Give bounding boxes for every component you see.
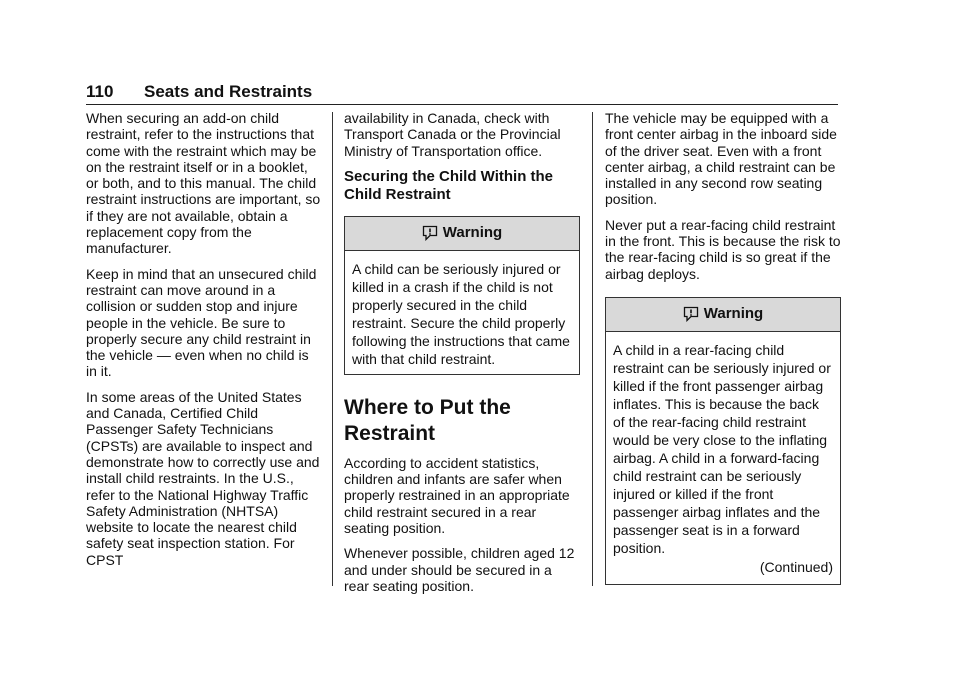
warning-text: A child in a rear-facing child restraint can be seriously injured or killed if the front passenger airbag inflates. This is because the back of the rear-facing child restraint would be very close to the inflating airbag. A child in a forward-facing child restraint can be seriously injured or killed if the front passenger airbag inflates and the passenger seat is in a forward position. [613, 341, 831, 556]
paragraph: The vehicle may be equipped with a front center airbag in the inboard side of the driver seat. Even with a front center airbag, a child restraint can be installed in any second row seating position. [605, 110, 837, 208]
paragraph: Whenever possible, children aged 12 and under should be secured in a rear seating position. [344, 545, 575, 594]
column-3 [605, 110, 841, 595]
warning-box [344, 216, 580, 375]
warning-text: A child can be seriously injured or killed in a crash if the child is not properly secured in the child restraint. Secure the child properly following the instructions that came with that child restraint. [352, 260, 570, 367]
continued-label: (Continued) [759, 558, 833, 575]
page-header [86, 82, 838, 105]
paragraph: According to accident statistics, children and infants are safer when properly restrained in an appropriate child restraint secured in a rear seating position. [344, 454, 570, 537]
page-number: 110 [86, 82, 114, 101]
warning-box [605, 297, 841, 585]
section-heading: Where to Put the Restraint [344, 395, 511, 445]
paragraph: Never put a rear-facing child restraint in the front. This is because the risk to the rear-facing child is so great if the airbag deploys. [605, 216, 841, 282]
column-divider-2 [592, 112, 593, 586]
subsection-heading: Securing the Child Within the Child Restraint [344, 167, 554, 203]
column-2 [344, 110, 580, 603]
paragraph: availability in Canada, check with Transport Canada or the Provincial Ministry of Transportation office. [344, 110, 561, 159]
warning-header [345, 217, 579, 251]
warning-title: Warning [703, 305, 764, 323]
warning-header [606, 298, 840, 332]
section-title: Seats and Restraints [144, 82, 313, 101]
paragraph: In some areas of the United States and Canada, Certified Child Passenger Safety Technicians (CPSTs) are available to inspect and demonstrate how to correctly use and install child restraints. In the U.S., refer to the National Highway Traffic Safety Administration (NHTSA) website to locate the nearest child safety seat inspection station. For CPST [86, 388, 320, 568]
warning-title: Warning [442, 224, 503, 242]
paragraph: Keep in mind that an unsecured child restraint can move around in a collision or sudden stop and injure people in the vehicle. Be sure to properly secure any child restraint in the vehicle — even when no child is in it. [86, 265, 317, 380]
column-1 [86, 110, 322, 577]
warning-icon [422, 225, 438, 241]
warning-body [606, 332, 840, 584]
paragraph: When securing an add-on child restraint, refer to the instructions that come with the restraint which may be on the restraint itself or in a booklet, or both, and to this manual. The child restraint instructions are important, so if they are not available, obtain a replacement copy from the manufacturer. [86, 110, 321, 257]
warning-icon [683, 306, 699, 322]
column-divider-1 [332, 112, 333, 586]
